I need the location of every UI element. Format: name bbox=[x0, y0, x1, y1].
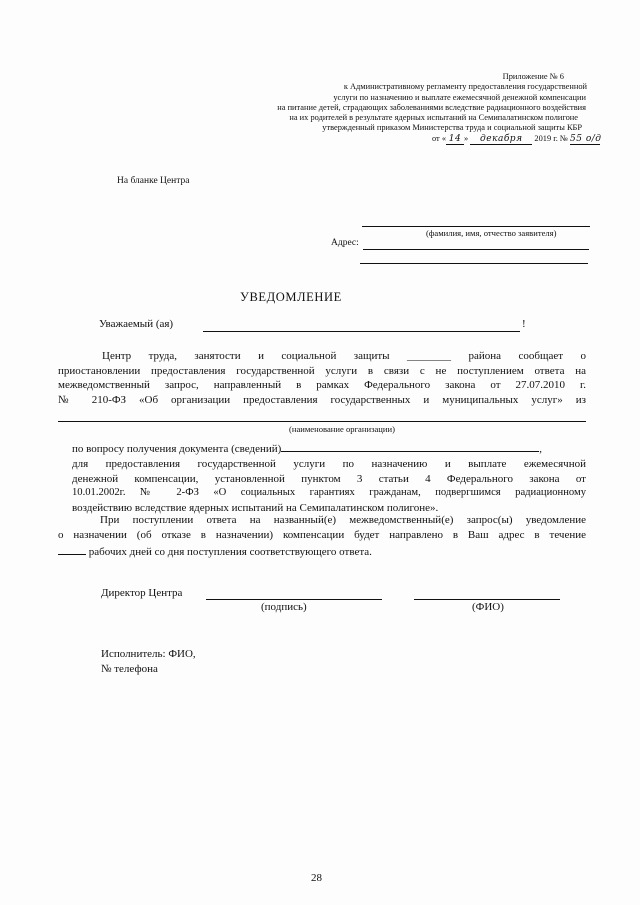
greeting-label: Уважаемый (ая) bbox=[99, 318, 174, 330]
appendix-ref-line: к Административному регламенту предоставления государственной bbox=[343, 82, 587, 92]
date-mid: » bbox=[464, 133, 469, 143]
paragraph-line: воздействию вследствие ядерных испытаний на Семипалатинском полигоне». bbox=[72, 502, 439, 515]
appendix-ref-line: утвержденный приказом Министерства труда и социальной защиты КБР bbox=[322, 123, 582, 133]
paragraph-line: Центр труда, занятости и социальной защиты ________ района сообщает о bbox=[102, 350, 586, 362]
greeting-name-line bbox=[203, 331, 520, 332]
paragraph-line: для предоставления государственной услуги по назначению и выплате ежемесячной bbox=[72, 457, 586, 470]
appendix-header bbox=[230, 72, 620, 145]
page-number: 28 bbox=[311, 872, 322, 884]
applicant-name-caption: (фамилия, имя, отчество заявителя) bbox=[426, 228, 557, 238]
organization-caption: (наименование организации) bbox=[289, 424, 395, 434]
paragraph-line: о назначении (об отказе в назначении) компенсации будет направлено в Ваш адрес в течение bbox=[58, 528, 586, 541]
applicant-name-line bbox=[362, 226, 590, 227]
date-prefix: от « bbox=[431, 133, 447, 143]
date-day-handwritten: 14 bbox=[446, 134, 464, 145]
document-name-line bbox=[281, 439, 539, 452]
paragraph-line bbox=[72, 439, 586, 457]
appendix-number: Приложение № 6 bbox=[502, 72, 564, 81]
director-label: Директор Центра bbox=[101, 587, 183, 599]
letterhead-note: На бланке Центра bbox=[117, 176, 190, 186]
document-title: УВЕДОМЛЕНИЕ bbox=[240, 290, 342, 304]
appendix-ref-line: на их родителей в результате ядерных испытаний на Семипалатинском полигоне bbox=[289, 113, 578, 123]
address-label: Адрес: bbox=[331, 238, 359, 248]
line-end-comma: , bbox=[539, 443, 543, 455]
appendix-date-line bbox=[230, 134, 620, 145]
notice-paragraph-2 bbox=[72, 439, 586, 516]
days-text: рабочих дней со дня поступления соответствующего ответа. bbox=[88, 546, 372, 558]
notice-paragraph-1 bbox=[58, 349, 586, 407]
paragraph-line: межведомственный запрос, направленный в рамках Федерального закона от 27.07.2010 г. bbox=[58, 379, 586, 391]
name-caption: (ФИО) bbox=[472, 601, 504, 613]
date-month-handwritten: декабря bbox=[470, 134, 532, 145]
signature-line bbox=[206, 599, 382, 600]
days-count-line bbox=[58, 542, 86, 555]
paragraph-line: № 210-ФЗ «Об организации предоставления государственных и муниципальных услуг» из bbox=[58, 393, 586, 406]
organization-line bbox=[58, 421, 586, 422]
order-number-handwritten: 55 о/д bbox=[570, 133, 602, 144]
executor-phone: № телефона bbox=[101, 663, 158, 675]
signature-caption: (подпись) bbox=[261, 601, 307, 613]
address-line-2 bbox=[360, 263, 588, 264]
paragraph-line bbox=[58, 542, 586, 560]
notice-paragraph-3 bbox=[58, 513, 586, 560]
name-line bbox=[414, 599, 560, 600]
appendix-ref-line: услуги по назначению и выплате ежемесячной денежной компенсации bbox=[333, 92, 586, 102]
paragraph-line: При поступлении ответа на названный(е) межведомственный(е) запрос(ы) уведомление bbox=[100, 514, 586, 526]
executor-name: Исполнитель: ФИО, bbox=[101, 648, 196, 660]
date-year: 2019 г. № bbox=[534, 133, 568, 143]
appendix-ref-line: на питание детей, страдающих заболеваниями вследствие радиационного воздействия bbox=[277, 102, 586, 112]
paragraph-line: денежной компенсации, установленной пунктом 3 статьи 4 Федерального закона от bbox=[72, 472, 586, 485]
address-line bbox=[363, 249, 589, 250]
document-request-label: по вопросу получения документа (сведений) bbox=[72, 443, 282, 455]
greeting-end: ! bbox=[522, 318, 526, 330]
paragraph-line: приостановлении предоставления государственной услуги в связи с не поступлением ответа на bbox=[58, 364, 586, 377]
paragraph-line: 10.01.2002г. № 2-ФЗ «О социальных гарантиях гражданам, подвергшимся радиационному bbox=[72, 487, 586, 499]
